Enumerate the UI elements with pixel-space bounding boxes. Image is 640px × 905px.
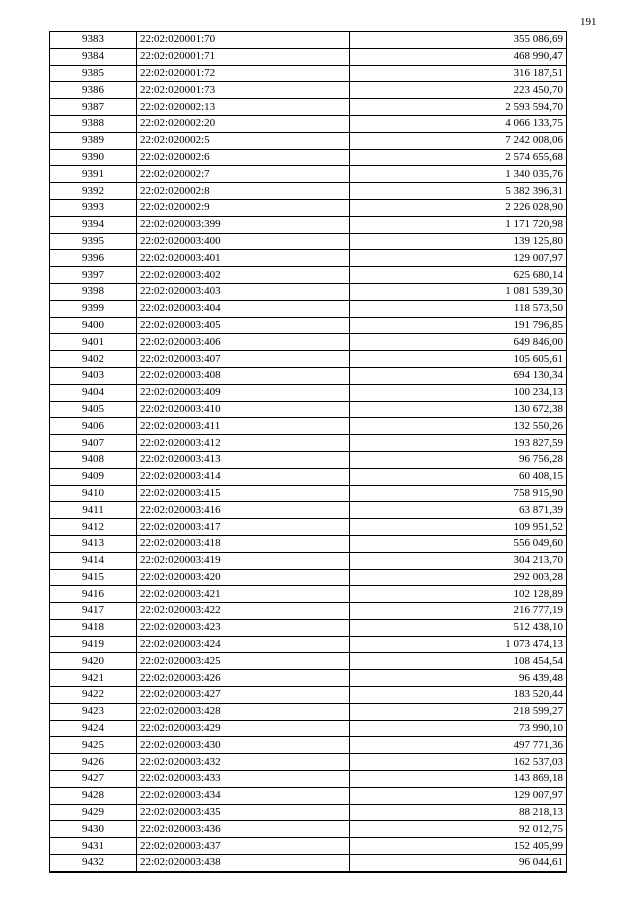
row-number-cell: 9410 xyxy=(50,485,137,502)
row-number-cell: 9408 xyxy=(50,451,137,468)
cadastral-number-cell: 22:02:020003:400 xyxy=(137,233,350,250)
cadastral-value-cell: 758 915,90 xyxy=(350,485,567,502)
cadastral-value-cell: 191 796,85 xyxy=(350,317,567,334)
table-row xyxy=(50,48,567,65)
table-row xyxy=(50,384,567,401)
cadastral-value-cell: 7 242 008,06 xyxy=(350,132,567,149)
table-row xyxy=(50,535,567,552)
row-number-cell: 9404 xyxy=(50,384,137,401)
row-number-cell: 9406 xyxy=(50,418,137,435)
table-row xyxy=(50,855,567,872)
row-number-cell: 9429 xyxy=(50,804,137,821)
table-row xyxy=(50,334,567,351)
row-number-cell: 9409 xyxy=(50,468,137,485)
cadastral-value-cell: 2 226 028,90 xyxy=(350,199,567,216)
cadastral-value-cell: 132 550,26 xyxy=(350,418,567,435)
cadastral-number-cell: 22:02:020003:406 xyxy=(137,334,350,351)
cadastral-number-cell: 22:02:020003:434 xyxy=(137,787,350,804)
table-row xyxy=(50,32,567,49)
cadastral-number-cell: 22:02:020003:432 xyxy=(137,754,350,771)
table-row xyxy=(50,166,567,183)
row-number-cell: 9400 xyxy=(50,317,137,334)
row-number-cell: 9385 xyxy=(50,65,137,82)
cadastral-number-cell: 22:02:020003:422 xyxy=(137,603,350,620)
cadastral-value-cell: 316 187,51 xyxy=(350,65,567,82)
cadastral-value-cell: 96 044,61 xyxy=(350,855,567,872)
cadastral-number-cell: 22:02:020003:433 xyxy=(137,771,350,788)
cadastral-number-cell: 22:02:020003:438 xyxy=(137,855,350,872)
table-row xyxy=(50,619,567,636)
cadastral-number-cell: 22:02:020003:419 xyxy=(137,552,350,569)
cadastral-value-cell: 292 003,28 xyxy=(350,569,567,586)
cadastral-value-cell: 223 450,70 xyxy=(350,82,567,99)
cadastral-value-cell: 5 382 396,31 xyxy=(350,183,567,200)
row-number-cell: 9402 xyxy=(50,351,137,368)
table-row xyxy=(50,317,567,334)
cadastral-value-cell: 649 846,00 xyxy=(350,334,567,351)
table-row xyxy=(50,670,567,687)
cadastral-number-cell: 22:02:020003:411 xyxy=(137,418,350,435)
cadastral-number-cell: 22:02:020003:423 xyxy=(137,619,350,636)
cadastral-value-cell: 162 537,03 xyxy=(350,754,567,771)
row-number-cell: 9389 xyxy=(50,132,137,149)
table-row xyxy=(50,468,567,485)
row-number-cell: 9394 xyxy=(50,216,137,233)
row-number-cell: 9423 xyxy=(50,703,137,720)
row-number-cell: 9421 xyxy=(50,670,137,687)
cadastral-value-cell: 92 012,75 xyxy=(350,821,567,838)
cadastral-value-cell: 108 454,54 xyxy=(350,653,567,670)
cadastral-number-cell: 22:02:020003:413 xyxy=(137,451,350,468)
cadastral-number-cell: 22:02:020003:401 xyxy=(137,250,350,267)
table-row xyxy=(50,603,567,620)
table-row xyxy=(50,687,567,704)
row-number-cell: 9397 xyxy=(50,267,137,284)
cadastral-value-cell: 556 049,60 xyxy=(350,535,567,552)
cadastral-value-cell: 100 234,13 xyxy=(350,384,567,401)
table-row xyxy=(50,720,567,737)
cadastral-number-cell: 22:02:020003:412 xyxy=(137,435,350,452)
row-number-cell: 9427 xyxy=(50,771,137,788)
cadastral-value-cell: 2 593 594,70 xyxy=(350,99,567,116)
row-number-cell: 9407 xyxy=(50,435,137,452)
row-number-cell: 9428 xyxy=(50,787,137,804)
cadastral-number-cell: 22:02:020003:418 xyxy=(137,535,350,552)
cadastral-number-cell: 22:02:020003:403 xyxy=(137,283,350,300)
row-number-cell: 9412 xyxy=(50,519,137,536)
table-row xyxy=(50,519,567,536)
row-number-cell: 9414 xyxy=(50,552,137,569)
row-number-cell: 9386 xyxy=(50,82,137,99)
cadastral-value-cell: 139 125,80 xyxy=(350,233,567,250)
cadastral-value-cell: 694 130,34 xyxy=(350,367,567,384)
row-number-cell: 9395 xyxy=(50,233,137,250)
row-number-cell: 9399 xyxy=(50,300,137,317)
cadastral-value-cell: 88 218,13 xyxy=(350,804,567,821)
cadastral-value-cell: 4 066 133,75 xyxy=(350,115,567,132)
row-number-cell: 9426 xyxy=(50,754,137,771)
cadastral-number-cell: 22:02:020002:13 xyxy=(137,99,350,116)
cadastral-number-cell: 22:02:020002:6 xyxy=(137,149,350,166)
table-row xyxy=(50,787,567,804)
cadastral-value-table xyxy=(49,31,567,873)
cadastral-value-cell: 1 171 720,98 xyxy=(350,216,567,233)
table-row xyxy=(50,401,567,418)
cadastral-number-cell: 22:02:020003:437 xyxy=(137,838,350,855)
table-row xyxy=(50,199,567,216)
cadastral-number-cell: 22:02:020003:429 xyxy=(137,720,350,737)
cadastral-value-cell: 1 340 035,76 xyxy=(350,166,567,183)
cadastral-value-cell: 129 007,97 xyxy=(350,787,567,804)
table-row xyxy=(50,115,567,132)
row-number-cell: 9391 xyxy=(50,166,137,183)
cadastral-value-cell: 218 599,27 xyxy=(350,703,567,720)
table-row xyxy=(50,418,567,435)
cadastral-value-cell: 102 128,89 xyxy=(350,586,567,603)
cadastral-value-cell: 143 869,18 xyxy=(350,771,567,788)
cadastral-value-cell: 1 081 539,30 xyxy=(350,283,567,300)
table-row xyxy=(50,351,567,368)
cadastral-value-cell: 109 951,52 xyxy=(350,519,567,536)
cadastral-number-cell: 22:02:020003:430 xyxy=(137,737,350,754)
cadastral-value-cell: 73 990,10 xyxy=(350,720,567,737)
row-number-cell: 9418 xyxy=(50,619,137,636)
row-number-cell: 9425 xyxy=(50,737,137,754)
cadastral-number-cell: 22:02:020003:426 xyxy=(137,670,350,687)
cadastral-number-cell: 22:02:020003:428 xyxy=(137,703,350,720)
table-row xyxy=(50,283,567,300)
row-number-cell: 9393 xyxy=(50,199,137,216)
table-row xyxy=(50,737,567,754)
table-row xyxy=(50,300,567,317)
row-number-cell: 9431 xyxy=(50,838,137,855)
cadastral-value-cell: 193 827,59 xyxy=(350,435,567,452)
cadastral-value-cell: 355 086,69 xyxy=(350,32,567,49)
cadastral-number-cell: 22:02:020003:417 xyxy=(137,519,350,536)
table-row xyxy=(50,502,567,519)
cadastral-number-cell: 22:02:020003:414 xyxy=(137,468,350,485)
table-row xyxy=(50,754,567,771)
table-row xyxy=(50,771,567,788)
table-row xyxy=(50,149,567,166)
cadastral-number-cell: 22:02:020003:399 xyxy=(137,216,350,233)
row-number-cell: 9432 xyxy=(50,855,137,872)
table-row xyxy=(50,99,567,116)
cadastral-number-cell: 22:02:020001:71 xyxy=(137,48,350,65)
row-number-cell: 9405 xyxy=(50,401,137,418)
cadastral-value-cell: 512 438,10 xyxy=(350,619,567,636)
table-row xyxy=(50,132,567,149)
row-number-cell: 9401 xyxy=(50,334,137,351)
row-number-cell: 9396 xyxy=(50,250,137,267)
cadastral-number-cell: 22:02:020003:435 xyxy=(137,804,350,821)
table-row xyxy=(50,586,567,603)
row-number-cell: 9413 xyxy=(50,535,137,552)
cadastral-value-cell: 118 573,50 xyxy=(350,300,567,317)
cadastral-value-cell: 130 672,38 xyxy=(350,401,567,418)
page-number: 191 xyxy=(580,16,597,28)
cadastral-value-cell: 96 439,48 xyxy=(350,670,567,687)
row-number-cell: 9403 xyxy=(50,367,137,384)
table-row xyxy=(50,183,567,200)
row-number-cell: 9392 xyxy=(50,183,137,200)
cadastral-value-cell: 2 574 655,68 xyxy=(350,149,567,166)
cadastral-number-cell: 22:02:020001:72 xyxy=(137,65,350,82)
cadastral-number-cell: 22:02:020003:405 xyxy=(137,317,350,334)
cadastral-value-cell: 105 605,61 xyxy=(350,351,567,368)
row-number-cell: 9417 xyxy=(50,603,137,620)
cadastral-value-cell: 63 871,39 xyxy=(350,502,567,519)
row-number-cell: 9422 xyxy=(50,687,137,704)
table-row xyxy=(50,838,567,855)
row-number-cell: 9424 xyxy=(50,720,137,737)
cadastral-number-cell: 22:02:020003:410 xyxy=(137,401,350,418)
table-row xyxy=(50,636,567,653)
table-row xyxy=(50,267,567,284)
cadastral-number-cell: 22:02:020002:7 xyxy=(137,166,350,183)
cadastral-value-cell: 183 520,44 xyxy=(350,687,567,704)
cadastral-value-cell: 96 756,28 xyxy=(350,451,567,468)
row-number-cell: 9420 xyxy=(50,653,137,670)
cadastral-number-cell: 22:02:020003:404 xyxy=(137,300,350,317)
table-row xyxy=(50,216,567,233)
table-row xyxy=(50,569,567,586)
table-row xyxy=(50,82,567,99)
cadastral-value-cell: 129 007,97 xyxy=(350,250,567,267)
cadastral-number-cell: 22:02:020003:425 xyxy=(137,653,350,670)
row-number-cell: 9419 xyxy=(50,636,137,653)
cadastral-number-cell: 22:02:020003:427 xyxy=(137,687,350,704)
row-number-cell: 9387 xyxy=(50,99,137,116)
cadastral-number-cell: 22:02:020003:409 xyxy=(137,384,350,401)
cadastral-value-cell: 152 405,99 xyxy=(350,838,567,855)
row-number-cell: 9390 xyxy=(50,149,137,166)
table-row xyxy=(50,367,567,384)
cadastral-number-cell: 22:02:020003:424 xyxy=(137,636,350,653)
table-row xyxy=(50,250,567,267)
table-row xyxy=(50,703,567,720)
row-number-cell: 9388 xyxy=(50,115,137,132)
cadastral-number-cell: 22:02:020003:421 xyxy=(137,586,350,603)
cadastral-number-cell: 22:02:020003:408 xyxy=(137,367,350,384)
row-number-cell: 9384 xyxy=(50,48,137,65)
cadastral-number-cell: 22:02:020003:407 xyxy=(137,351,350,368)
cadastral-value-cell: 304 213,70 xyxy=(350,552,567,569)
cadastral-value-cell: 60 408,15 xyxy=(350,468,567,485)
table-row xyxy=(50,233,567,250)
cadastral-number-cell: 22:02:020001:73 xyxy=(137,82,350,99)
row-number-cell: 9398 xyxy=(50,283,137,300)
cadastral-number-cell: 22:02:020003:436 xyxy=(137,821,350,838)
row-number-cell: 9411 xyxy=(50,502,137,519)
row-number-cell: 9416 xyxy=(50,586,137,603)
row-number-cell: 9383 xyxy=(50,32,137,49)
cadastral-value-cell: 216 777,19 xyxy=(350,603,567,620)
cadastral-value-cell: 625 680,14 xyxy=(350,267,567,284)
cadastral-value-cell: 468 990,47 xyxy=(350,48,567,65)
row-number-cell: 9430 xyxy=(50,821,137,838)
table-row xyxy=(50,485,567,502)
cadastral-number-cell: 22:02:020002:5 xyxy=(137,132,350,149)
cadastral-number-cell: 22:02:020003:416 xyxy=(137,502,350,519)
table-row xyxy=(50,821,567,838)
cadastral-value-cell: 497 771,36 xyxy=(350,737,567,754)
cadastral-number-cell: 22:02:020001:70 xyxy=(137,32,350,49)
table-row xyxy=(50,552,567,569)
table-body xyxy=(50,32,567,872)
table-row xyxy=(50,451,567,468)
cadastral-number-cell: 22:02:020002:20 xyxy=(137,115,350,132)
cadastral-number-cell: 22:02:020002:8 xyxy=(137,183,350,200)
table-row xyxy=(50,65,567,82)
cadastral-number-cell: 22:02:020003:415 xyxy=(137,485,350,502)
cadastral-value-cell: 1 073 474,13 xyxy=(350,636,567,653)
cadastral-number-cell: 22:02:020003:420 xyxy=(137,569,350,586)
row-number-cell: 9415 xyxy=(50,569,137,586)
table-row xyxy=(50,804,567,821)
cadastral-number-cell: 22:02:020003:402 xyxy=(137,267,350,284)
table-row xyxy=(50,435,567,452)
table-row xyxy=(50,653,567,670)
cadastral-number-cell: 22:02:020002:9 xyxy=(137,199,350,216)
